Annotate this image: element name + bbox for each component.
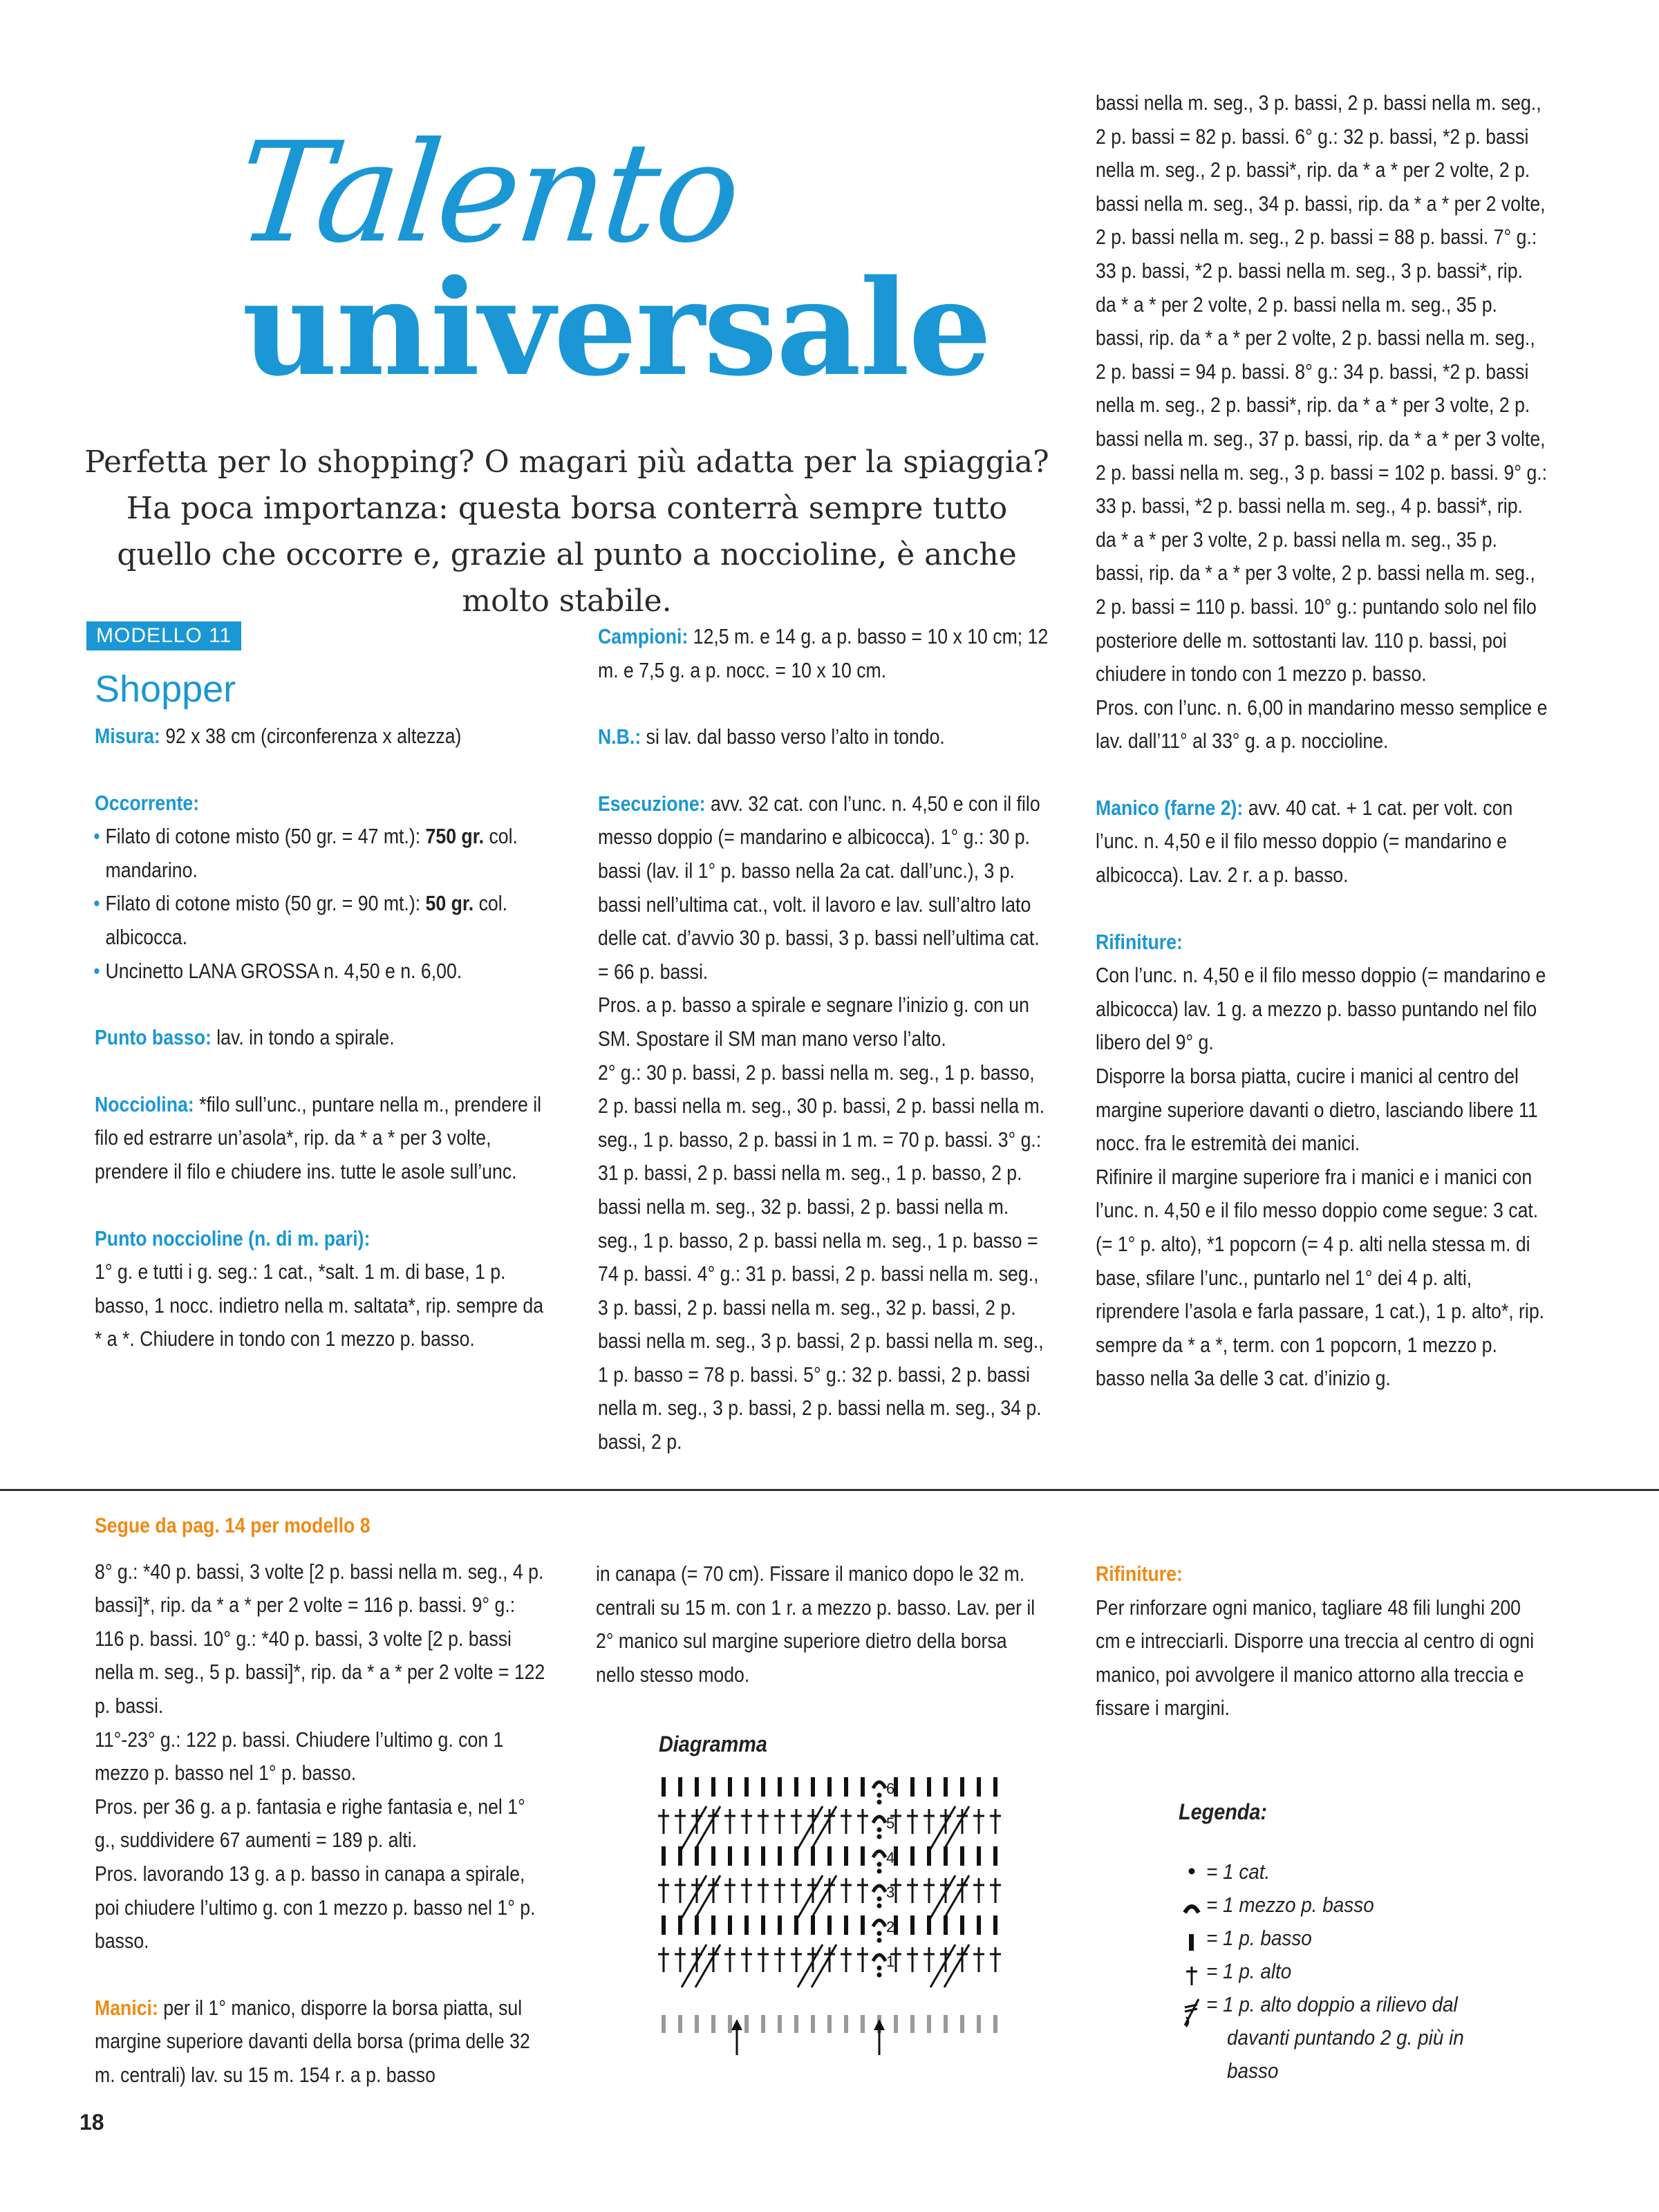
giri-continued: bassi nella m. seg., 3 p. bassi, 2 p. bassi nella m. seg., 2 p. bassi = 82 p. bassi. 6° g.: 32 p. bassi, *2 p. bassi nella m. seg., 2 p. bassi*, rip. da * a * per 2 volte, 2 p. bassi nella m. seg., 34 p. bassi, rip. da * a * per 2 volte, 2 p. bassi nella m. seg., 2 p. bassi = 88 p. bassi. 7° g.: 33 p. bassi, *2 p. bassi nella m. seg., 3 p. bassi*, rip. da * a * per 2 volte, 2 p. bassi nella m. seg., 35 p. bassi, rip. da * a * per 2 volte, 2 p. bassi nella m. seg., 2 p. bassi = 94 p. bassi. 8° g.: 34 p. bassi, *2 p. bassi nella m. seg., 2 p. bassi*, rip. da * a * per 3 volte, 2 p. bassi nella m. seg., 37 p. bassi, rip. da * a * per 3 volte, 2 p. bassi nella m. seg., 3 p. bassi = 102 p. bassi. 9° g.: 33 p. bassi, *2 p. bassi nella m. seg., 4 p. bassi*, rip. da * a * per 3 volte, 2 p. bassi nella m. seg., 35 p. bassi, rip. da * a * per 3 volte, 2 p. bassi nella m. seg., 2 p. bassi = 110 p. bassi. 10° g.: puntando solo nel filo posteriore delle m. sottostanti lav. 110 p. bassi, poi chiudere in tondo con 1 mezzo p. basso. [1096, 91, 1548, 686]
column-1 [95, 720, 547, 1356]
esecuzione-pros: Pros. a p. basso a spirale e segnare l’inizio g. con un SM. Spostare il SM man mano verso l’alto. [598, 993, 1029, 1051]
column-3 [1096, 86, 1548, 1396]
bottom-rifiniture-text: Per rinforzare ogni manico, tagliare 48 fili lunghi 200 cm e intrecciarli. Disporre una treccia al centro di ogni manico, poi avvolgere il manico attorno alla treccia e fissare i margini. [1096, 1595, 1535, 1721]
diagram-row-number: 5 [886, 1815, 895, 1832]
model-badge: MODELLO 11 [86, 621, 241, 650]
misura-label: Misura: [95, 724, 160, 748]
nocciolina-label: Nocciolina: [95, 1091, 194, 1116]
campioni-text: 12,5 m. e 14 g. a p. basso = 10 x 10 cm; 12 m. e 7,5 g. a p. nocc. = 10 x 10 cm. [598, 624, 1049, 682]
sc-symbol-icon [1189, 1934, 1194, 1951]
diagram-row-number: 6 [886, 1780, 895, 1797]
puntobasso-label: Punto basso: [95, 1025, 212, 1050]
legend-item: = 1 cat. [1206, 1859, 1271, 1884]
esecuzione-label: Esecuzione: [598, 791, 706, 816]
rifiniture-p2: Disporre la borsa piatta, cucire i manici al centro del margine superiore davanti o dietro, lasciando libere 11 nocc. fra le estremità dei manici. [1096, 1064, 1538, 1156]
diagram-title: Diagramma [659, 1732, 767, 1756]
rifiniture-p1: Con l’unc. n. 4,50 e il filo messo doppio (= mandarino e albicocca) lav. 1 g. a mezzo p. basso puntando nel filo libero del 9° g. [1096, 963, 1546, 1055]
legend-item: = 1 p. alto doppio a rilievo dal [1206, 1992, 1458, 2016]
diagram-row-number: 1 [886, 1953, 895, 1970]
materials-item: • Filato di cotone misto (50 gr. = 90 mt.): 50 gr. col. albicocca. [95, 887, 547, 954]
lead-paragraph: Perfetta per lo shopping? O magari più adatta per la spiaggia? Ha poca importanza: questa borsa conterrà sempre tutto quello che occorre e, grazie al punto a noccioline, è anche molto stabile. [84, 444, 1049, 619]
bottom-p4: Pros. lavorando 13 g. a p. basso in canapa a spirale, poi chiudere l’ultimo g. con 1 mezzo p. basso nel 1° p. basso. [95, 1861, 536, 1953]
esecuzione-text: avv. 32 cat. con l’unc. n. 4,50 e con il filo messo doppio (= mandarino e albicocca). 1° g.: 30 p. bassi (lav. il 1° p. basso nella 2a cat. dall’unc.), 3 p. bassi nell’ultima cat., volt. il lavoro e lav. sull’altro lato delle cat. d’avvio 30 p. bassi, 3 p. bassi nell’ultima cat. = 66 p. bassi. [598, 791, 1040, 984]
manico-text: avv. 40 cat. + 1 cat. per volt. con l’unc. n. 4,50 e il filo messo doppio (= mandarino e albicocca). Lav. 2 r. a p. basso. [1096, 795, 1513, 888]
legend-item: = 1 mezzo p. basso [1206, 1893, 1374, 1917]
nocciolina-text: *filo sull’unc., puntare nella m., prendere il filo ed estrarre un’asola*, rip. da * a * per 3 volte, prendere il filo e chiudere ins. tutte le asole sull’unc. [95, 1091, 542, 1183]
legend-item: basso [1227, 2059, 1279, 2083]
page-number: 18 [79, 2110, 104, 2135]
manici-text: per il 1° manico, disporre la borsa piatta, sul margine superiore davanti della borsa (prima delle 32 m. centrali) lav. su 15 m. 154 r. a p. basso [95, 1995, 530, 2087]
puntonocc-text: 1° g. e tutti i g. seg.: 1 cat., *salt. 1 m. di base, 1 p. basso, 1 nocc. indietro nella m. saltata*, rip. sempre da * a *. Chiudere in tondo con 1 mezzo p. basso. [95, 1259, 544, 1351]
campioni-label: Campioni: [598, 624, 688, 648]
fpdc-symbol-icon [1185, 1999, 1199, 2027]
title-script: Talento [229, 113, 746, 274]
bottom-col2-text: in canapa (= 70 cm). Fissare il manico dopo le 32 m. centrali su 15 m. con 1 r. a mezzo p. basso. Lav. per il 2° manico sul margine superiore dietro della borsa nello stesso modo. [596, 1562, 1035, 1687]
segue-heading: Segue da pag. 14 per modello 8 [95, 1513, 371, 1537]
section-divider [0, 1489, 1659, 1491]
diagram-row-number: 4 [886, 1849, 895, 1866]
legend-item: davanti puntando 2 g. più in [1227, 2025, 1464, 2050]
pros-noccioline: Pros. con l’unc. n. 6,00 in mandarino messo semplice e lav. dall’11° al 33° g. a p. noccioline. [1096, 695, 1548, 753]
materials-item: • Filato di cotone misto (50 gr. = 47 mt.): 750 gr. col. mandarino. [95, 820, 547, 887]
occorrente-label: Occorrente: [95, 790, 200, 815]
manico-label: Manico (farne 2): [1096, 795, 1244, 820]
materials-item: • Uncinetto LANA GROSSA n. 4,50 e n. 6,00. [95, 955, 547, 988]
bottom-p3: Pros. per 36 g. a p. fantasia e righe fantasia e, nel 1° g., suddividere 67 aumenti = 189 p. alti. [95, 1794, 525, 1853]
esecuzione-giri: 2° g.: 30 p. bassi, 2 p. bassi nella m. seg., 1 p. basso, 2 p. bassi nella m. seg., 30 p. bassi, 2 p. bassi nella m. seg., 1 p. basso, 2 p. bassi in 1 m. = 70 p. bassi. 3° g.: 31 p. bassi, 2 p. bassi nella m. seg., 1 p. basso, 2 p. bassi nella m. seg., 32 p. bassi, 2 p. bassi nella m. seg., 1 p. basso, 2 p. bassi nella m. seg., 1 p. basso = 74 p. bassi. 4° g.: 31 p. bassi, 2 p. bassi nella m. seg., 3 p. bassi, 2 p. bassi nella m. seg., 32 p. bassi, 2 p. bassi nella m. seg., 3 p. bassi, 2 p. bassi nella m. seg., 1 p. basso = 78 p. bassi. 5° g.: 32 p. bassi, 2 p. bassi nella m. seg., 3 p. bassi, 2 p. bassi nella m. seg., 34 p. bassi, 2 p. [598, 1060, 1045, 1454]
chain-symbol-icon [1189, 1868, 1195, 1875]
legend-item: = 1 p. alto [1206, 1959, 1292, 1983]
crochet-diagram [653, 1766, 1013, 2056]
nb-label: N.B.: [598, 724, 641, 749]
manici-label: Manici: [95, 1995, 158, 2020]
diagram-row-number: 2 [886, 1918, 895, 1936]
title-bold: universale [242, 251, 991, 405]
nb-text: si lav. dal basso verso l’alto in tondo. [641, 724, 945, 749]
bottom-rifiniture-label: Rifiniture: [1096, 1562, 1183, 1586]
bottom-p2: 11°-23° g.: 122 p. bassi. Chiudere l’ultimo g. con 1 mezzo p. basso nel 1° p. basso. [95, 1727, 504, 1785]
bottom-column-3 [1096, 1557, 1548, 1725]
bottom-column-2 [596, 1557, 1048, 1691]
bottom-p1: 8° g.: *40 p. bassi, 3 volte [2 p. bassi nella m. seg., 4 p. bassi]*, rip. da * a * per 2 volte = 116 p. bassi. 9° g.: 116 p. bassi. 10° g.: *40 p. bassi, 3 volte [2 p. bassi nella m. seg., 5 p. bassi]*, rip. da * a * per 2 volte = 122 p. bassi. [95, 1559, 545, 1718]
misura-text: 92 x 38 cm (circonferenza x altezza) [160, 724, 462, 748]
bottom-column-1 [95, 1509, 547, 2092]
puntobasso-text: lav. in tondo a spirale. [211, 1025, 395, 1050]
diagram-row-number: 3 [886, 1884, 895, 1901]
legend-item: = 1 p. basso [1206, 1926, 1312, 1950]
half-sc-symbol-icon [1185, 1906, 1199, 1913]
dc-symbol-icon [1186, 1967, 1197, 1985]
legend-title: Legenda: [1179, 1799, 1268, 1824]
model-name: Shopper [95, 668, 236, 710]
column-2 [598, 620, 1050, 1459]
rifiniture-label: Rifiniture: [1096, 929, 1183, 954]
rifiniture-p3: Rifinire il margine superiore fra i manici e i manici con l’unc. n. 4,50 e il filo messo doppio come segue: 3 cat. (= 1° p. alto), *1 popcorn (= 4 p. alti nella stessa m. di base, sfilare l’unc., puntarlo nel 1° dei 4 p. alti, riprendere l’asola e farla passare, 1 cat.), 1 p. alto*, rip. sempre da * a *, term. con 1 popcorn, 1 mezzo p. basso nella 3a delle 3 cat. d’inizio g. [1096, 1164, 1545, 1391]
puntonocc-label: Punto noccioline (n. di m. pari): [95, 1226, 371, 1250]
